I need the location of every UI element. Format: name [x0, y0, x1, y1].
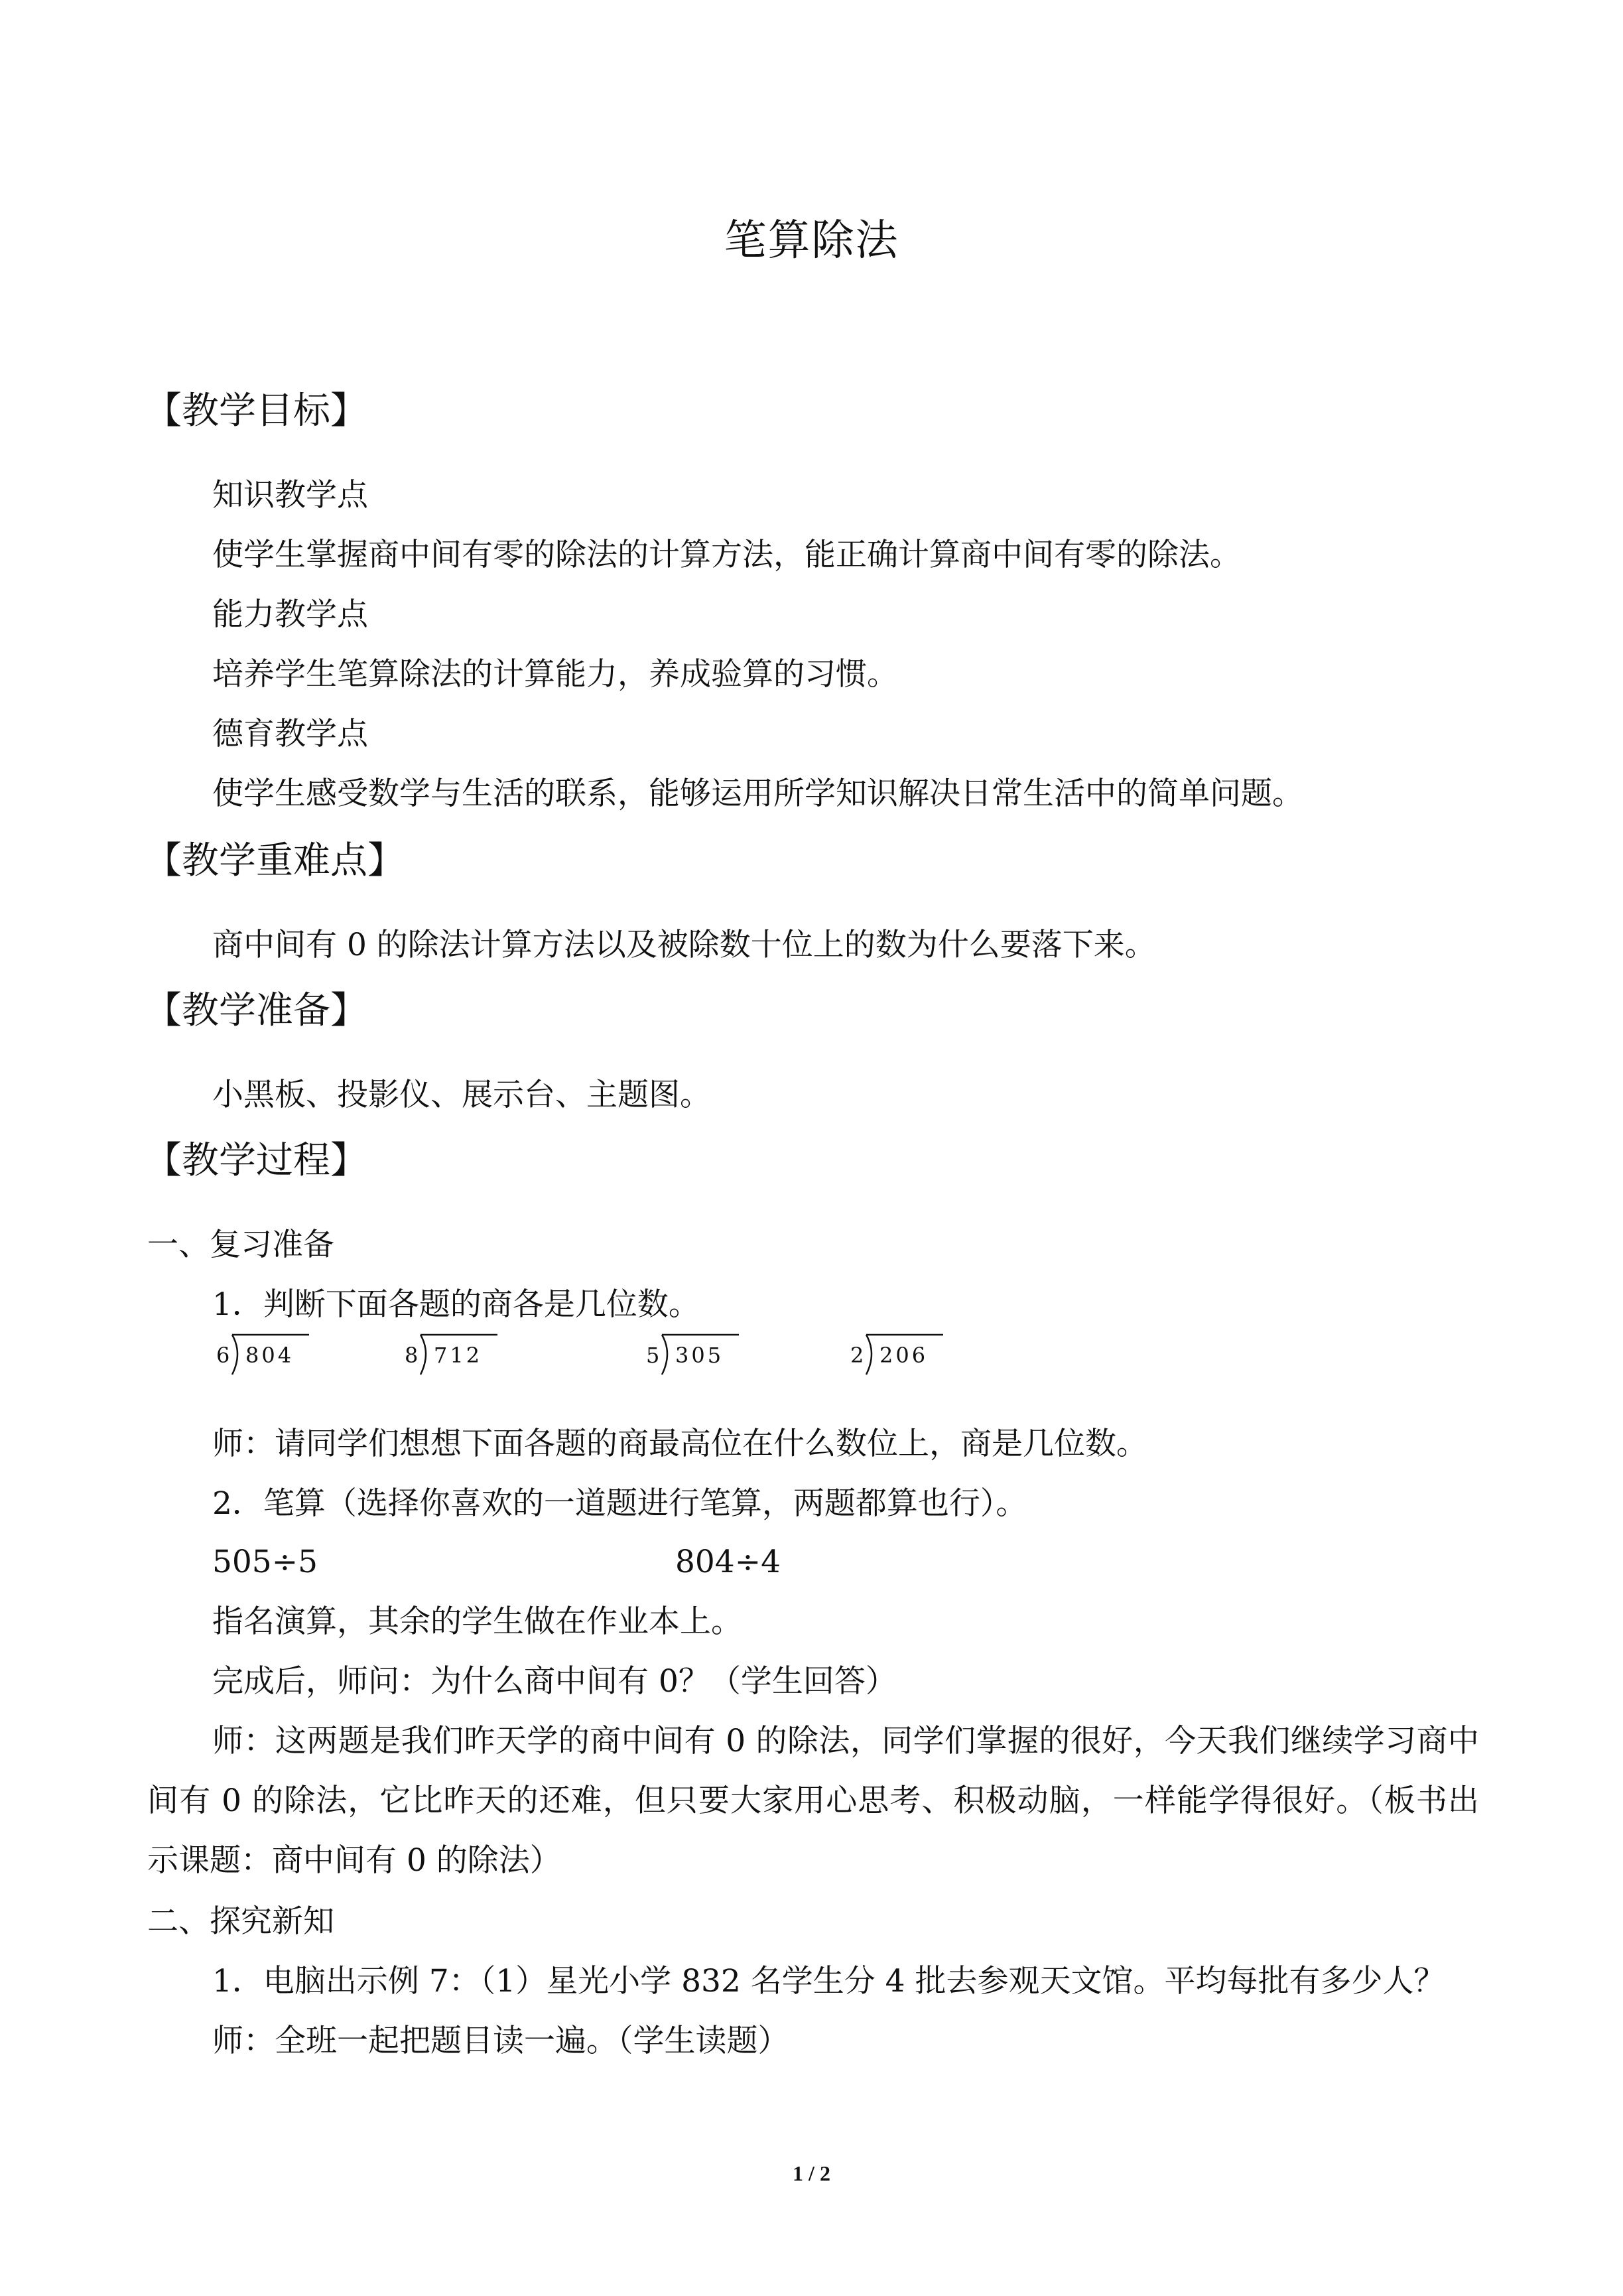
review-item-2: 2．笔算（选择你喜欢的一道题进行笔算，两题都算也行）。: [212, 1485, 1027, 1522]
part2-title: 二、探究新知: [147, 1903, 334, 1940]
review-item-1: 1．判断下面各题的商各是几位数。: [212, 1286, 700, 1323]
divisor: 8: [405, 1343, 421, 1368]
teacher-question-1: 师：请同学们想想下面各题的商最高位在什么数位上，商是几位数。: [212, 1426, 1147, 1462]
divisor: 6: [216, 1343, 233, 1368]
ability-label: 能力教学点: [212, 596, 368, 633]
preparation-text: 小黑板、投影仪、展示台、主题图。: [212, 1077, 711, 1113]
document-title: 笔算除法: [724, 216, 899, 265]
demo-instruction: 指名演算，其余的学生做在作业本上。: [212, 1603, 742, 1640]
divisor: 5: [646, 1343, 663, 1368]
example-7-text: 1．电脑出示例 7：（1）星光小学 832 名学生分 4 批去参观天文馆。平均每批有多少人？: [212, 1963, 1445, 1999]
teacher-question-2: 完成后，师问：为什么商中间有 0？（学生回答）: [212, 1663, 897, 1700]
dividend: 712: [434, 1343, 483, 1368]
section-heading-preparation: 【教学准备】: [145, 989, 367, 1032]
part1-title: 一、复习准备: [147, 1227, 334, 1263]
teacher-read-line: 师：全班一起把题目读一遍。（学生读题）: [212, 2023, 789, 2059]
section-heading-key-points: 【教学重难点】: [145, 839, 405, 882]
dividend: 804: [245, 1343, 294, 1368]
section-heading-goals: 【教学目标】: [145, 389, 367, 433]
moral-text: 使学生感受数学与生活的联系，能够运用所学知识解决日常生活中的简单问题。: [212, 776, 1303, 812]
knowledge-label: 知识教学点: [212, 477, 368, 513]
expression-1: 505÷5: [212, 1544, 318, 1580]
knowledge-text: 使学生掌握商中间有零的除法的计算方法，能正确计算商中间有零的除法。: [212, 537, 1241, 573]
section-heading-process: 【教学过程】: [145, 1139, 367, 1182]
moral-label: 德育教学点: [212, 716, 368, 752]
dividend: 305: [675, 1343, 724, 1368]
expression-2: 804÷4: [675, 1544, 781, 1580]
divisor: 2: [850, 1343, 867, 1368]
key-points-text: 商中间有 0 的除法计算方法以及被除数十位上的数为什么要落下来。: [212, 927, 1156, 963]
ability-text: 培养学生笔算除法的计算能力，养成验算的习惯。: [212, 656, 898, 693]
page-number: 1 / 2: [793, 2161, 830, 2185]
teacher-long-paragraph: 师：这两题是我们昨天学的商中间有 0 的除法，同学们掌握的很好，今天我们继续学习商中间有 0 的除法，它比昨天的还难，但只要大家用心思考、积极动脑，一样能学得很好。（板书出示课题：商中间有 0 的除法）: [147, 1723, 1479, 1879]
dividend: 206: [879, 1343, 929, 1368]
